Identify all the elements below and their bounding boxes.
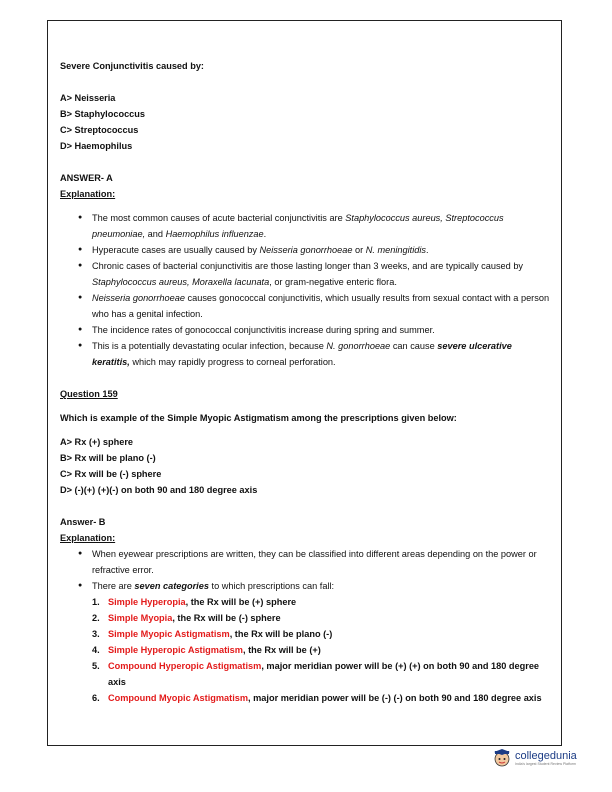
explanation-list bbox=[60, 210, 550, 370]
option: B> Staphylococcus bbox=[60, 109, 146, 119]
option: A> Neisseria bbox=[60, 93, 116, 103]
list-item: ● The most common causes of acute bacterial conjunctivitis are Staphylococcus aureus, Streptococcus pneumoniae, and Haemophilus influenzae. bbox=[92, 210, 550, 242]
category-item: 3. Simple Myopic Astigmatism, the Rx will be plano (-) bbox=[92, 629, 333, 639]
option: D> (-)(+) (+)(-) on both 90 and 180 degree axis bbox=[60, 485, 258, 495]
question-text: Severe Conjunctivitis caused by: bbox=[60, 61, 204, 71]
list-item: ● Chronic cases of bacterial conjunctivitis are those lasting longer than 3 weeks, and are typically caused by Staphylococcus aureus, Moraxella lacunata, or gram-negative enteric flora. bbox=[92, 258, 550, 290]
mascot-icon bbox=[492, 748, 512, 768]
option: B> Rx will be plano (-) bbox=[60, 453, 156, 463]
list-item: ● The incidence rates of gonococcal conjunctivitis increase during spring and summer. bbox=[92, 322, 550, 338]
option: A> Rx (+) sphere bbox=[60, 437, 134, 447]
list-item: ● Neisseria gonorrhoeae causes gonococcal conjunctivitis, which usually results from sexual contact with a person who has a genital infection. bbox=[92, 290, 550, 322]
list-item: ● When eyewear prescriptions are written, they can be classified into different areas depending on the power or refractive error. bbox=[92, 546, 550, 578]
question-text: Which is example of the Simple Myopic Astigmatism among the prescriptions given below: bbox=[60, 413, 457, 423]
option: C> Rx will be (-) sphere bbox=[60, 469, 162, 479]
category-item: 6. Compound Myopic Astigmatism, major meridian power will be (-) (-) on both 90 and 180 degree axis bbox=[92, 693, 542, 703]
category-item: 5. Compound Hyperopic Astigmatism, major meridian power will be (+) (+) on both 90 and 180 degree axis bbox=[92, 661, 540, 687]
list-item: ● Hyperacute cases are usually caused by Neisseria gonorrhoeae or N. meningitidis. bbox=[92, 242, 550, 258]
explanation-heading: Explanation: bbox=[60, 189, 116, 199]
page-content bbox=[60, 58, 550, 706]
category-item: 1. Simple Hyperopia, the Rx will be (+) sphere bbox=[92, 597, 297, 607]
logo-text: collegedunia bbox=[515, 749, 577, 762]
answer-label: Answer- B bbox=[60, 517, 106, 527]
collegedunia-logo[interactable] bbox=[492, 748, 577, 768]
explanation-list bbox=[60, 546, 550, 594]
option: C> Streptococcus bbox=[60, 125, 139, 135]
list-item: ● This is a potentially devastating ocular infection, because N. gonorrhoeae can cause severe ulcerative keratitis, which may rapidly progress to corneal perforation. bbox=[92, 338, 550, 370]
option: D> Haemophilus bbox=[60, 141, 133, 151]
list-item: ● There are seven categories to which prescriptions can fall: bbox=[92, 578, 550, 594]
answer-label: ANSWER- A bbox=[60, 173, 113, 183]
explanation-heading: Explanation: bbox=[60, 533, 116, 543]
category-item: 4. Simple Hyperopic Astigmatism, the Rx will be (+) bbox=[92, 645, 321, 655]
question-heading: Question 159 bbox=[60, 389, 118, 399]
logo-tagline: India's largest Student Review Platform bbox=[515, 761, 576, 766]
category-item: 2. Simple Myopia, the Rx will be (-) sphere bbox=[92, 613, 281, 623]
category-list bbox=[60, 594, 550, 706]
